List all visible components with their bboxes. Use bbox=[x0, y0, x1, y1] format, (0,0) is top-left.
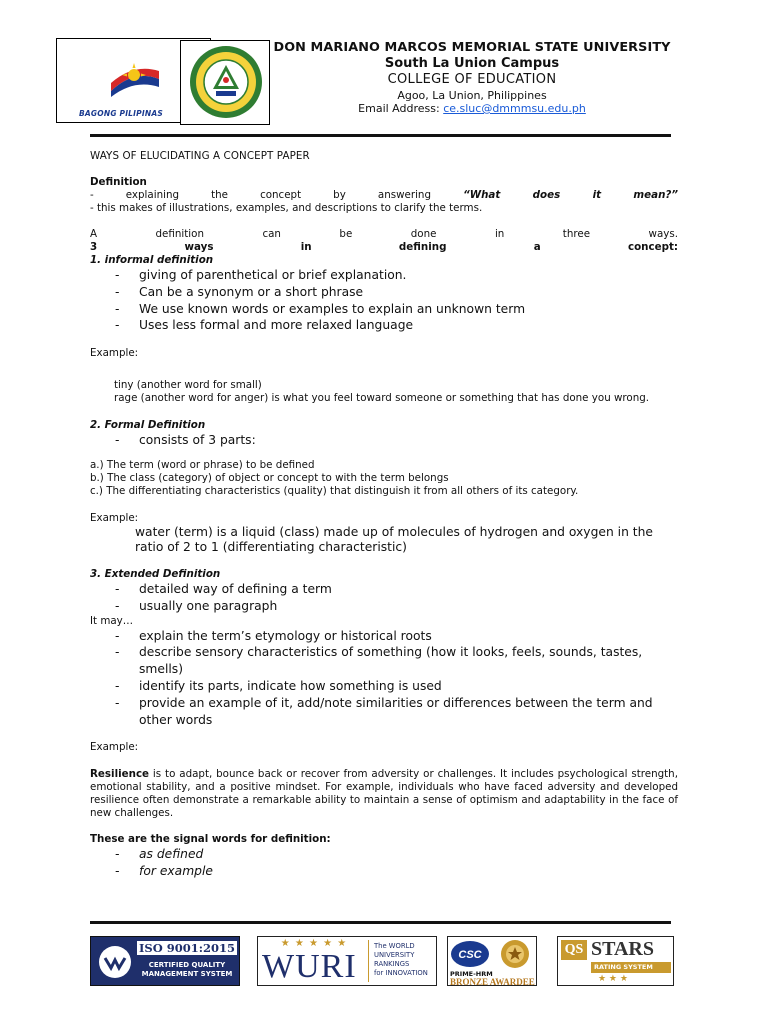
qs-stars-badge bbox=[557, 936, 674, 986]
wuri-caption-line3: RANKINGS bbox=[374, 960, 410, 968]
extended-example-paragraph bbox=[90, 768, 678, 820]
college-name: COLLEGE OF EDUCATION bbox=[387, 72, 557, 87]
iso-badge bbox=[90, 936, 240, 986]
it-may-label: It may… bbox=[90, 614, 134, 627]
campus-name: South La Union Campus bbox=[384, 56, 560, 71]
informal-heading: 1. informal definition bbox=[90, 254, 214, 266]
email-label: Email Address: bbox=[358, 102, 440, 115]
formal-example-label: Example: bbox=[90, 511, 139, 524]
list-item: - provide an example of it, add/note similarities or differences between the term and other words bbox=[115, 695, 678, 729]
list-item: - Can be a synonym or a short phrase bbox=[115, 284, 678, 301]
signal-words-list bbox=[115, 846, 678, 880]
qs-title: STARS bbox=[591, 938, 654, 960]
ways-line-2: 3 ways in defining a concept: bbox=[90, 241, 678, 253]
informal-example-label: Example: bbox=[90, 347, 139, 360]
informal-bullets bbox=[115, 267, 678, 334]
iso-title: ISO 9001:2015 bbox=[137, 941, 237, 955]
document-title: WAYS OF ELUCIDATING A CONCEPT PAPER bbox=[90, 150, 310, 162]
list-item: - detailed way of defining a term bbox=[115, 581, 678, 598]
definition-line-2: - this makes of illustrations, examples, and descriptions to clarify the terms. bbox=[90, 202, 483, 214]
it-may-bullets bbox=[115, 628, 678, 729]
email-link[interactable]: ce.sluc@dmmmsu.edu.ph bbox=[443, 102, 586, 115]
example-term: Resilience bbox=[90, 768, 150, 781]
formal-example-text: water (term) is a liquid (class) made up of molecules of hydrogen and oxygen in the ratio of 2 to 1 (differentiating characteristic) bbox=[135, 524, 653, 555]
iso-caption-line2: MANAGEMENT SYSTEM bbox=[141, 970, 233, 978]
iso-caption-line1: CERTIFIED QUALITY bbox=[148, 961, 226, 969]
csc-logo-icon bbox=[450, 939, 490, 969]
formal-part-c: c.) The differentiating characteristics (quality) that distinguish it from all others of its category. bbox=[90, 484, 579, 497]
list-item: - Uses less formal and more relaxed language bbox=[115, 317, 678, 334]
csc-caption-1: PRIME-HRM bbox=[450, 970, 493, 978]
list-item: - usually one paragraph bbox=[115, 598, 678, 615]
qs-logo: QS bbox=[561, 940, 587, 960]
iso-caption bbox=[137, 961, 237, 979]
informal-example-1: tiny (another word for small) bbox=[114, 379, 262, 392]
qs-stars: ★ ★ ★ bbox=[598, 974, 628, 984]
iso-globe-icon bbox=[97, 944, 133, 980]
extended-example-label: Example: bbox=[90, 741, 139, 754]
signal-words-heading: These are the signal words for definition: bbox=[90, 833, 331, 846]
definition-line-1 bbox=[90, 189, 678, 202]
informal-example-2: rage (another word for anger) is what you feel toward someone or something that has done you wrong. bbox=[114, 392, 650, 405]
university-name: DON MARIANO MARCOS MEMORIAL STATE UNIVERSITY bbox=[273, 40, 671, 55]
formal-part-b: b.) The class (category) of object or concept to with the term belongs bbox=[90, 471, 449, 484]
ways-line-1: A definition can be done in three ways. bbox=[90, 228, 678, 240]
extended-bullets bbox=[115, 581, 678, 615]
wuri-caption bbox=[374, 942, 428, 978]
wuri-logo: WURI bbox=[262, 948, 357, 985]
csc-badge bbox=[447, 936, 537, 986]
accreditation-badges bbox=[90, 936, 675, 988]
formal-bullets bbox=[115, 432, 678, 449]
list-item: - explain the term’s etymology or historical roots bbox=[115, 628, 678, 645]
list-item: - consists of 3 parts: bbox=[115, 432, 678, 449]
list-item: - for example bbox=[115, 863, 678, 880]
list-item: - describe sensory characteristics of something (how it looks, feels, sounds, tastes, smells) bbox=[115, 644, 678, 678]
bagong-pilipinas-logo bbox=[97, 57, 172, 109]
document-body bbox=[90, 150, 678, 880]
wuri-stars: ★ ★ ★ ★ ★ bbox=[280, 938, 348, 949]
footer-divider bbox=[90, 921, 671, 924]
email-line bbox=[262, 102, 682, 115]
example-definition: is to adapt, bounce back or recover from adversity or challenges. It includes psychological strength, emotional stability, and a positive mindset. For example, individuals who have faced adversity and developed resilience often demonstrate a remarkable ability to maintain a sense of optimism and adaptability in the face of new challenges. bbox=[90, 768, 678, 820]
header-divider bbox=[90, 134, 671, 137]
wuri-divider bbox=[368, 940, 369, 982]
letterhead bbox=[262, 40, 682, 115]
def-line1-text: - explaining the concept by answering bbox=[90, 189, 431, 201]
wuri-caption-line4: for INNOVATION bbox=[374, 969, 428, 977]
formal-heading: 2. Formal Definition bbox=[90, 419, 206, 432]
def-line1-quote: “What does it mean?” bbox=[463, 189, 678, 201]
wuri-caption-line1: The WORLD bbox=[374, 942, 415, 950]
university-seal-box bbox=[180, 40, 270, 125]
formal-part-a: a.) The term (word or phrase) to be defined bbox=[90, 458, 315, 471]
wuri-badge bbox=[257, 936, 437, 986]
csc-caption-2: BRONZE AWARDEE bbox=[450, 977, 535, 987]
svg-text:CSC: CSC bbox=[458, 949, 482, 961]
list-item: - giving of parenthetical or brief explanation. bbox=[115, 267, 678, 284]
list-item: - as defined bbox=[115, 846, 678, 863]
definition-heading: Definition bbox=[90, 176, 147, 188]
award-medal-icon bbox=[496, 938, 534, 970]
list-item: - identify its parts, indicate how something is used bbox=[115, 678, 678, 695]
bagong-pilipinas-text: BAGONG PILIPINAS bbox=[79, 109, 163, 118]
extended-heading: 3. Extended Definition bbox=[90, 567, 221, 580]
address: Agoo, La Union, Philippines bbox=[397, 89, 547, 102]
qs-caption: RATING SYSTEM bbox=[594, 963, 653, 971]
university-seal-icon bbox=[189, 45, 263, 119]
wuri-caption-line2: UNIVERSITY bbox=[374, 951, 415, 959]
list-item: - We use known words or examples to explain an unknown term bbox=[115, 301, 678, 318]
